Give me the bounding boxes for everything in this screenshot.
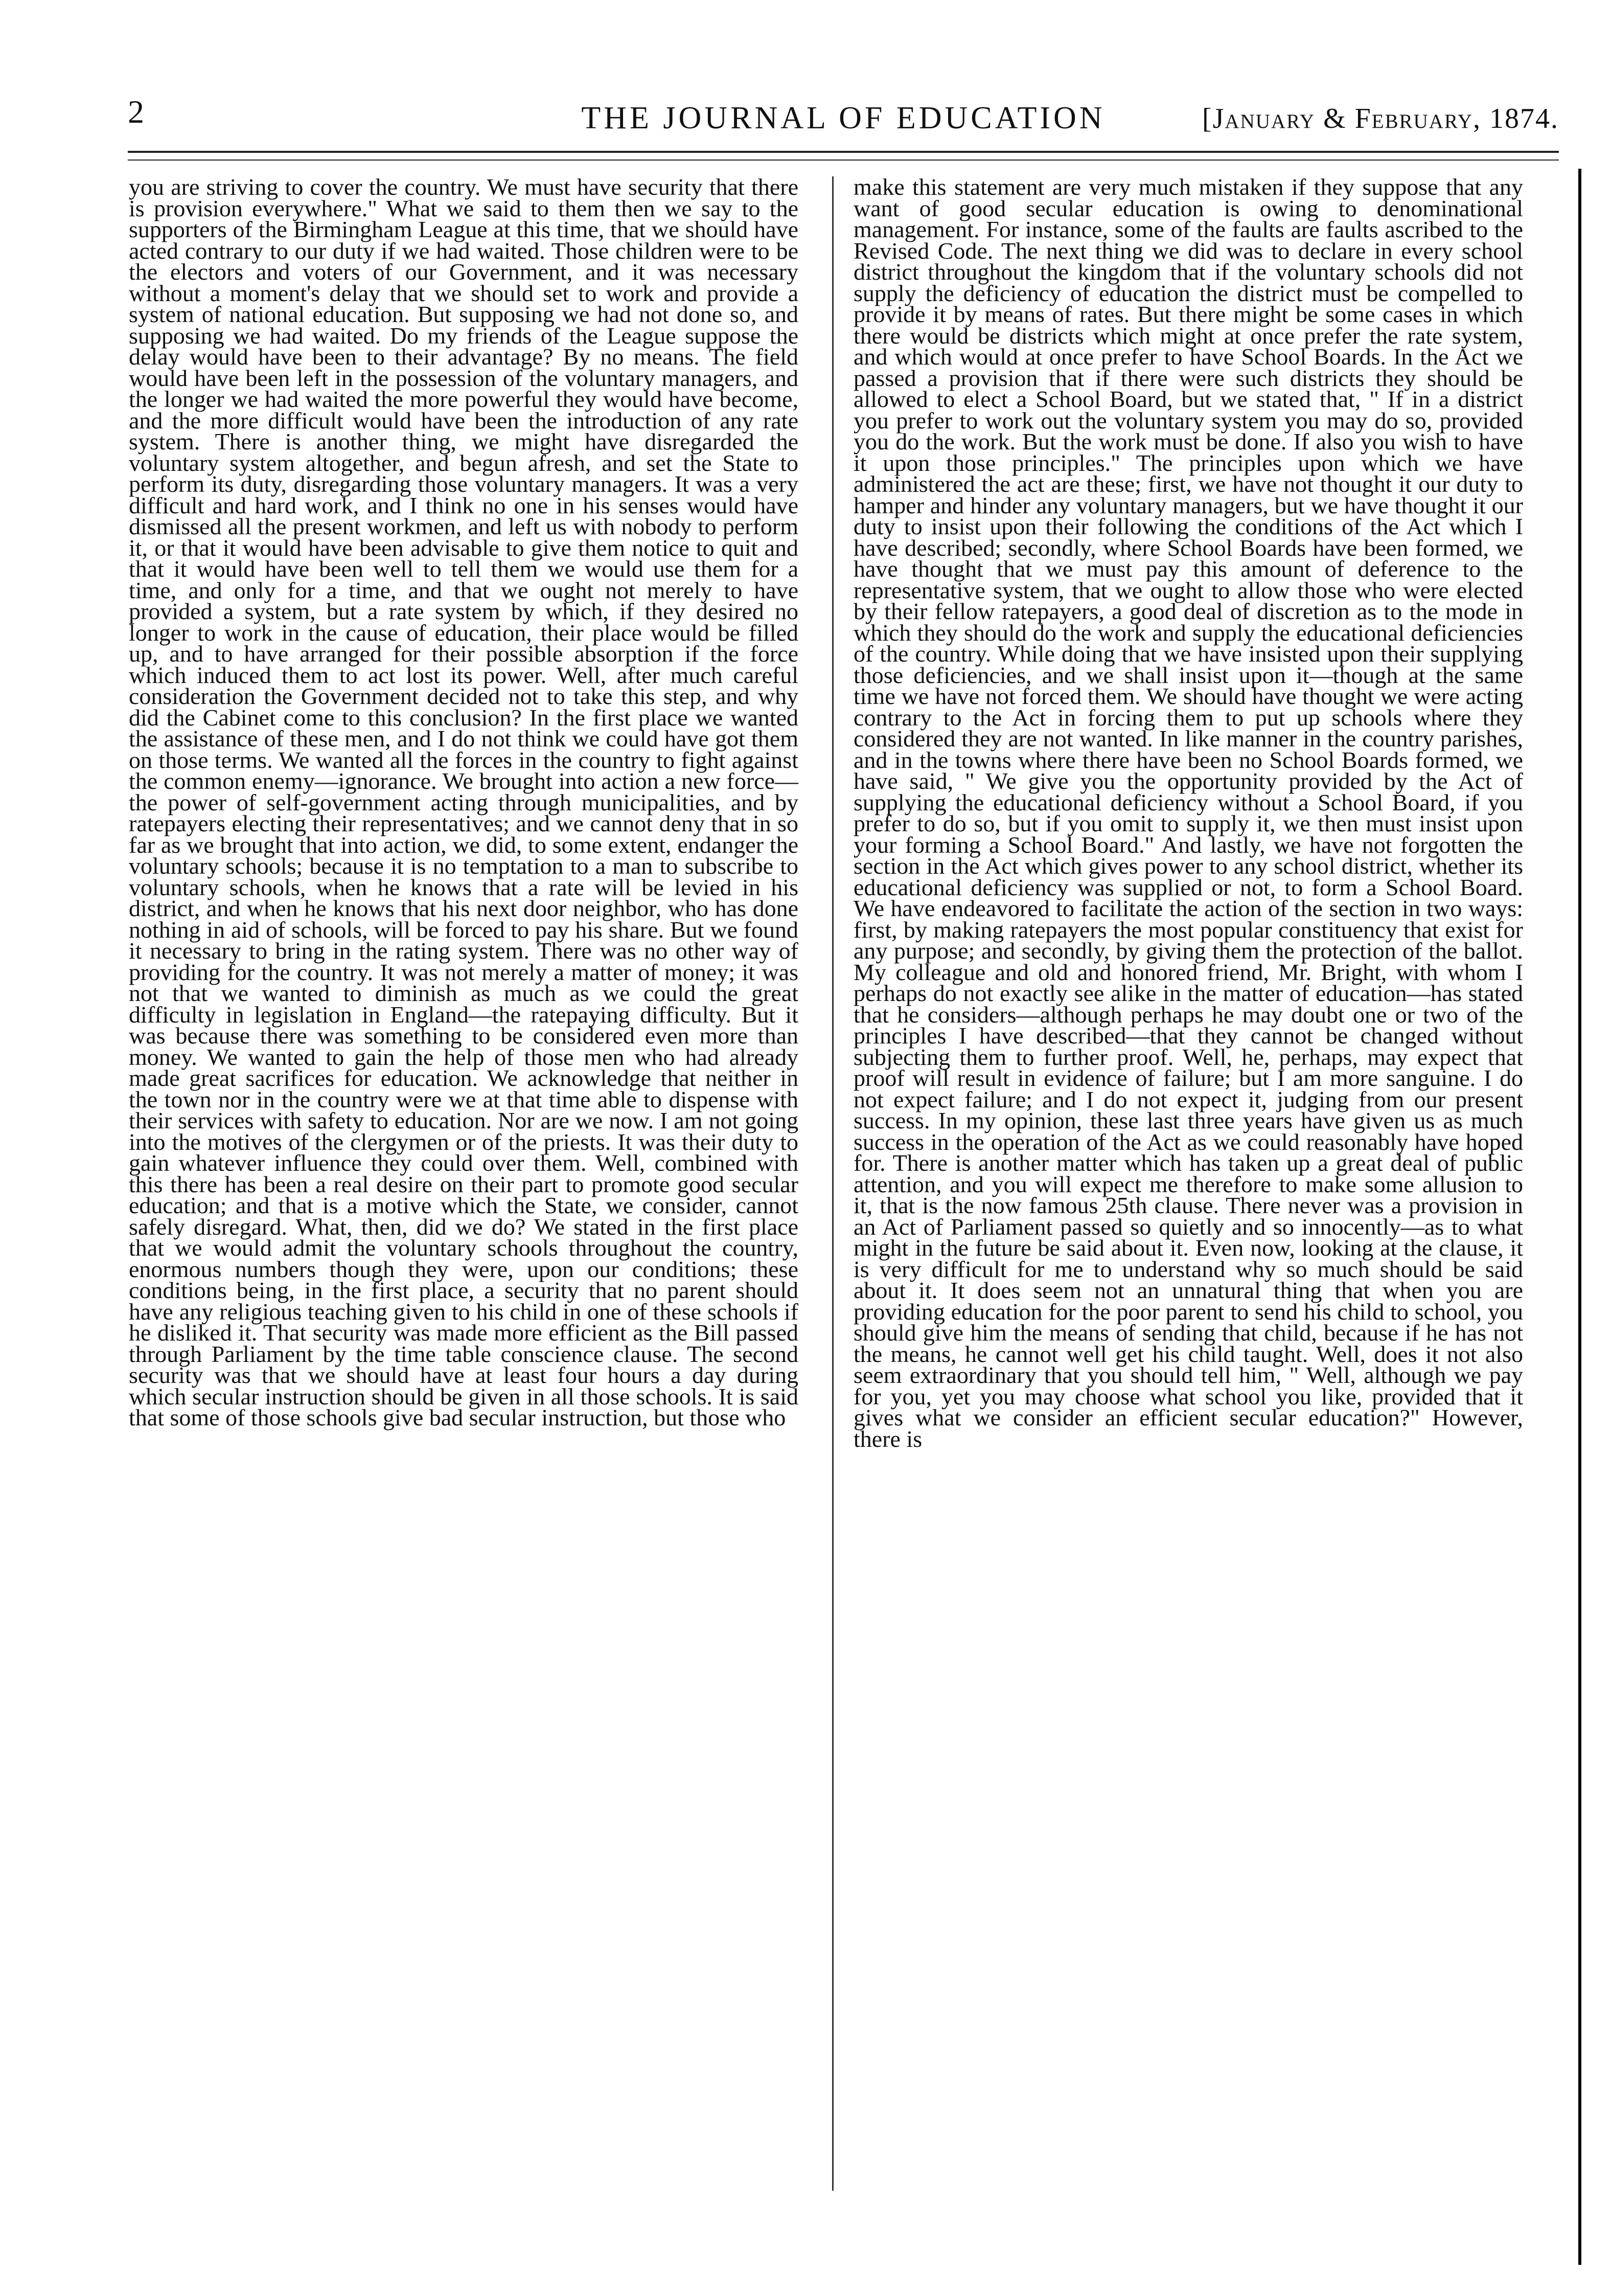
header-rule-thin bbox=[128, 160, 1559, 161]
right-column bbox=[854, 174, 1523, 1452]
page-edge-line bbox=[1578, 169, 1581, 2265]
column-divider bbox=[832, 176, 834, 2191]
left-column-text: you are striving to cover the country. We must have security that there is provision everywhere." What we said to them then we say to the supporters of the Birmingham League at this time, that we should have acted contrary to our duty if we had waited. Those children were to be the electors and voters of our Government, and it was necessary without a moment's delay that we should set to work and provide a system of national education. But supposing we had not done so, and supposing we had waited. Do my friends of the League suppose the delay would have been to their advantage? By no means. The field would have been left in the possession of the voluntary managers, and the longer we had waited the more powerful they would have become, and the more difficult would have been the introduction of any rate system. There is another thing, we might have disregarded the voluntary system altogether, and begun afresh, and set the State to perform its duty, disregarding those voluntary managers. It was a very difficult and hard work, and I think no one in his senses would have dismissed all the present workmen, and left us with nobody to perform it, or that it would have been advisable to give them notice to quit and that it would have been well to tell them we would use them for a time, and only for a time, and that we ought not merely to have provided a system, but a rate system by which, if they desired no longer to work in the cause of education, their place would be filled up, and to have arranged for their possible absorption if the force which induced them to act lost its power. Well, after much careful consideration the Government decided not to take this step, and why did the Cabinet come to this conclusion? In the first place we wanted the assistance of these men, and I do not think we could have got them on those terms. We wanted all the forces in the country to fight against the common enemy—ignorance. We brought into action a new force—the power of self-government acting through municipalities, and by ratepayers electing their representatives; and we cannot deny that in so far as we brought that into action, we did, to some extent, endanger the voluntary schools; because it is no temptation to a man to subscribe to voluntary schools, when he knows that a rate will be levied in his district, and when he knows that his next door neighbor, who has done nothing in aid of schools, will be forced to pay his share. But we found it necessary to bring in the rating system. There was no other way of providing for the country. It was not merely a matter of money; it was not that we wanted to diminish as much as we could the great difficulty in legislation in England—the ratepaying difficulty. But it was because there was something to be considered even more than money. We wanted to gain the help of those men who had already made great sacrifices for education. We acknowledge that neither in the town nor in the country were we at that time able to dispense with their services with safety to education. Nor are we now. I am not going into the motives of the clergymen or of the priests. It was their duty to gain whatever influence they could over them. Well, combined with this there has been a real desire on their part to promote good secular education; and that is a motive which the State, we consider, cannot safely disregard. What, then, did we do? We stated in the first place that we would admit the voluntary schools throughout the country, enormous numbers though they were, upon our conditions; these conditions being, in the first place, a security that no parent should have any religious teaching given to his child in one of these schools if he disliked it. That security was made more efficient as the Bill passed through Parliament by the time table conscience clause. The second security was that we should have at least four hours a day during which secular instruction should be given in all those schools. It is said that some of those schools give bad secular instruction, but those who bbox=[129, 174, 798, 1430]
page-number: 2 bbox=[128, 94, 144, 130]
left-column bbox=[129, 176, 798, 1428]
header-rule bbox=[128, 151, 1559, 153]
issue-date: [January & February, 1874. bbox=[1202, 103, 1559, 134]
page-header bbox=[128, 93, 1559, 154]
journal-title: THE JOURNAL OF EDUCATION bbox=[581, 101, 1106, 135]
right-column-text: make this statement are very much mistaken if they suppose that any want of good secular education is owing to denominational management. For instance, some of the faults are faults ascribed to the Revised Code. The next thing we did was to declare in every school district throughout the kingdom that if the voluntary schools did not supply the deficiency of education the district must be compelled to provide it by means of rates. But there might be some cases in which there would be districts which might at once prefer the rate system, and which would at once prefer to have School Boards. In the Act we passed a provision that if there were such districts they should be allowed to elect a School Board, but we stated that, " If in a district you prefer to work out the voluntary system you may do so, provided you do the work. But the work must be done. If also you wish to have it upon those principles." The principles upon which we have administered the act are these; first, we have not thought it our duty to hamper and hinder any voluntary managers, but we have thought it our duty to insist upon their following the conditions of the Act which I have described; secondly, where School Boards have been formed, we have thought that we must pay this amount of deference to the representative system, that we ought to allow those who were elected by their fellow ratepayers, a good deal of discretion as to the mode in which they should do the work and supply the educational deficiencies of the country. While doing that we have insisted upon their supplying those deficiencies, and we shall insist upon it—though at the same time we have not forced them. We should have thought we were acting contrary to the Act in forcing them to put up schools where they considered they are not wanted. In like manner in the country parishes, and in the towns where there have been no School Boards formed, we have said, " We give you the opportunity provided by the Act of supplying the educational deficiency without a School Board, if you prefer to do so, but if you omit to supply it, we then must insist upon your forming a School Board." And lastly, we have not forgotten the section in the Act which gives power to any school district, whether its educational deficiency was supplied or not, to form a School Board. We have endeavored to facilitate the action of the section in two ways: first, by making ratepayers the most popular constituency that exist for any purpose; and secondly, by giving them the protection of the ballot. My colleague and old and honored friend, Mr. Bright, with whom I perhaps do not exactly see alike in the matter of education—has stated that he considers—although perhaps he may doubt one or two of the principles I have described—that they cannot be changed without subjecting them to further proof. Well, he, perhaps, may expect that proof will result in evidence of failure; but I am more sanguine. I do not expect failure; and I do not expect it, judging from our present success. In my opinion, these last three years have given us as much success in the operation of the Act as we could reasonably have hoped for. There is another matter which has taken up a great deal of public attention, and you will expect me therefore to make some allusion to it, that is the now famous 25th clause. There never was a provision in an Act of Parliament passed so quietly and so innocently—as to what might in the future be said about it. Even now, looking at the clause, it is very difficult for me to understand why so much should be said about it. It does seem not an unnatural thing that when you are providing education for the poor parent to send his child to school, you should give him the means of sending that child, because if he has not the means, he cannot well get his child taught. Well, does it not also seem extraordinary that you should tell him, " Well, although we pay for you, yet you may choose what school you like, provided that it gives what we consider an efficient secular education?" However, there is bbox=[854, 174, 1523, 1452]
